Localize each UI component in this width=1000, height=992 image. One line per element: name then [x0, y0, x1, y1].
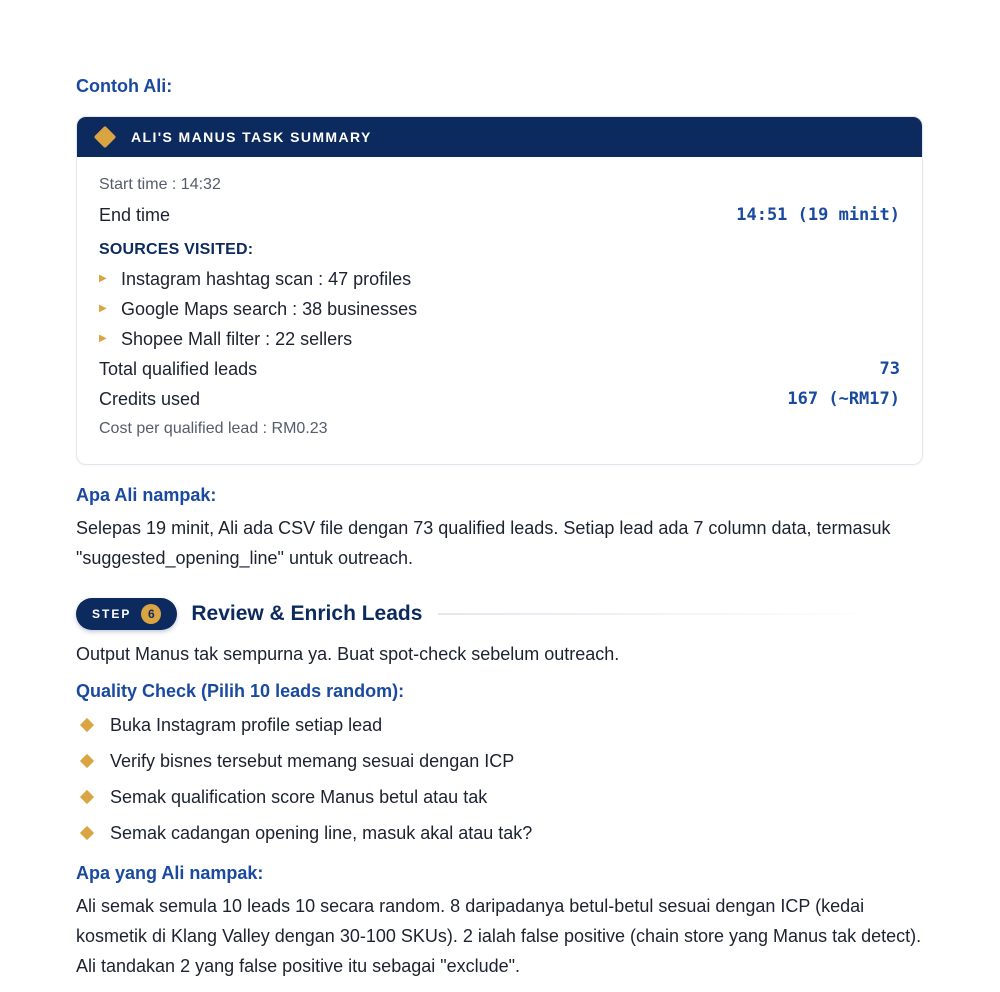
- diamond-bullet-icon: [80, 754, 94, 768]
- total-leads-value: 73: [879, 359, 900, 379]
- sources-label: SOURCES VISITED:: [99, 241, 254, 258]
- triangle-right-icon: ▶: [99, 273, 107, 284]
- step-intro: Output Manus tak sempurna ya. Buat spot-check sebelum outreach.: [76, 644, 620, 664]
- diamond-bullet-icon: [80, 718, 94, 732]
- list-item-text: Semak qualification score Manus betul atau tak: [110, 787, 488, 807]
- list-item-text: Semak cadangan opening line, masuk akal atau tak?: [110, 823, 533, 843]
- step-title: Review & Enrich Leads: [191, 602, 423, 625]
- end-time-row: [99, 200, 900, 230]
- source-item: [99, 324, 900, 354]
- step-badge: [76, 598, 177, 630]
- example-heading: Contoh Ali:: [76, 76, 173, 96]
- diamond-bullet-icon: [80, 790, 94, 804]
- quality-check-list: [76, 707, 923, 851]
- list-item-text: Verify bisnes tersebut memang sesuai dengan ICP: [110, 751, 515, 771]
- document-page: [76, 74, 923, 981]
- observation-text: Selepas 19 minit, Ali ada CSV file dengan 73 qualified leads. Setiap lead ada 7 column data, termasuk "suggested_opening_line" untuk outreach.: [76, 518, 891, 568]
- step-number: 6: [141, 604, 161, 624]
- list-item-text: Buka Instagram profile setiap lead: [110, 715, 383, 735]
- source-text: Instagram hashtag scan : 47 profiles: [121, 269, 412, 289]
- credits-label: Credits used: [99, 389, 201, 409]
- source-item: [99, 264, 900, 294]
- cost-per-lead: Cost per qualified lead : RM0.23: [99, 420, 328, 437]
- quality-check-heading: Quality Check (Pilih 10 leads random):: [76, 681, 405, 701]
- diamond-bullet-icon: [80, 826, 94, 840]
- end-time-value: 14:51 (19 minit): [736, 205, 900, 225]
- observation-text-2: Ali semak semula 10 leads 10 secara random. 8 daripadanya betul-betul sesuai dengan ICP (kedai kosmetik di Klang Valley dengan 30-100 SKUs). 2 ialah false positive (chain store yang Manus tak detect). Ali tandakan 2 yang false positive itu sebagai "exclude".: [76, 896, 922, 976]
- start-time: Start time : 14:32: [99, 176, 221, 193]
- diamond-icon: [94, 126, 117, 149]
- step-divider: [438, 613, 883, 615]
- step-header: [76, 597, 923, 631]
- credits-value: 167 (~RM17): [787, 389, 900, 409]
- step-word: STEP: [92, 607, 132, 621]
- source-text: Shopee Mall filter : 22 sellers: [121, 329, 353, 349]
- observation-heading-2: Apa yang Ali nampak:: [76, 863, 264, 883]
- list-item: [76, 815, 923, 851]
- credits-row: [99, 384, 900, 414]
- card-header: [77, 117, 922, 157]
- observation-heading: Apa Ali nampak:: [76, 485, 217, 505]
- source-item: [99, 294, 900, 324]
- card-title: ALI'S MANUS TASK SUMMARY: [131, 129, 372, 145]
- list-item: [76, 743, 923, 779]
- list-item: [76, 707, 923, 743]
- total-leads-row: [99, 354, 900, 384]
- source-text: Google Maps search : 38 businesses: [121, 299, 418, 319]
- total-leads-label: Total qualified leads: [99, 359, 258, 379]
- list-item: [76, 779, 923, 815]
- task-summary-card: [76, 116, 923, 465]
- card-body: [77, 157, 922, 464]
- triangle-right-icon: ▶: [99, 303, 107, 314]
- triangle-right-icon: ▶: [99, 333, 107, 344]
- end-time-label: End time: [99, 205, 171, 225]
